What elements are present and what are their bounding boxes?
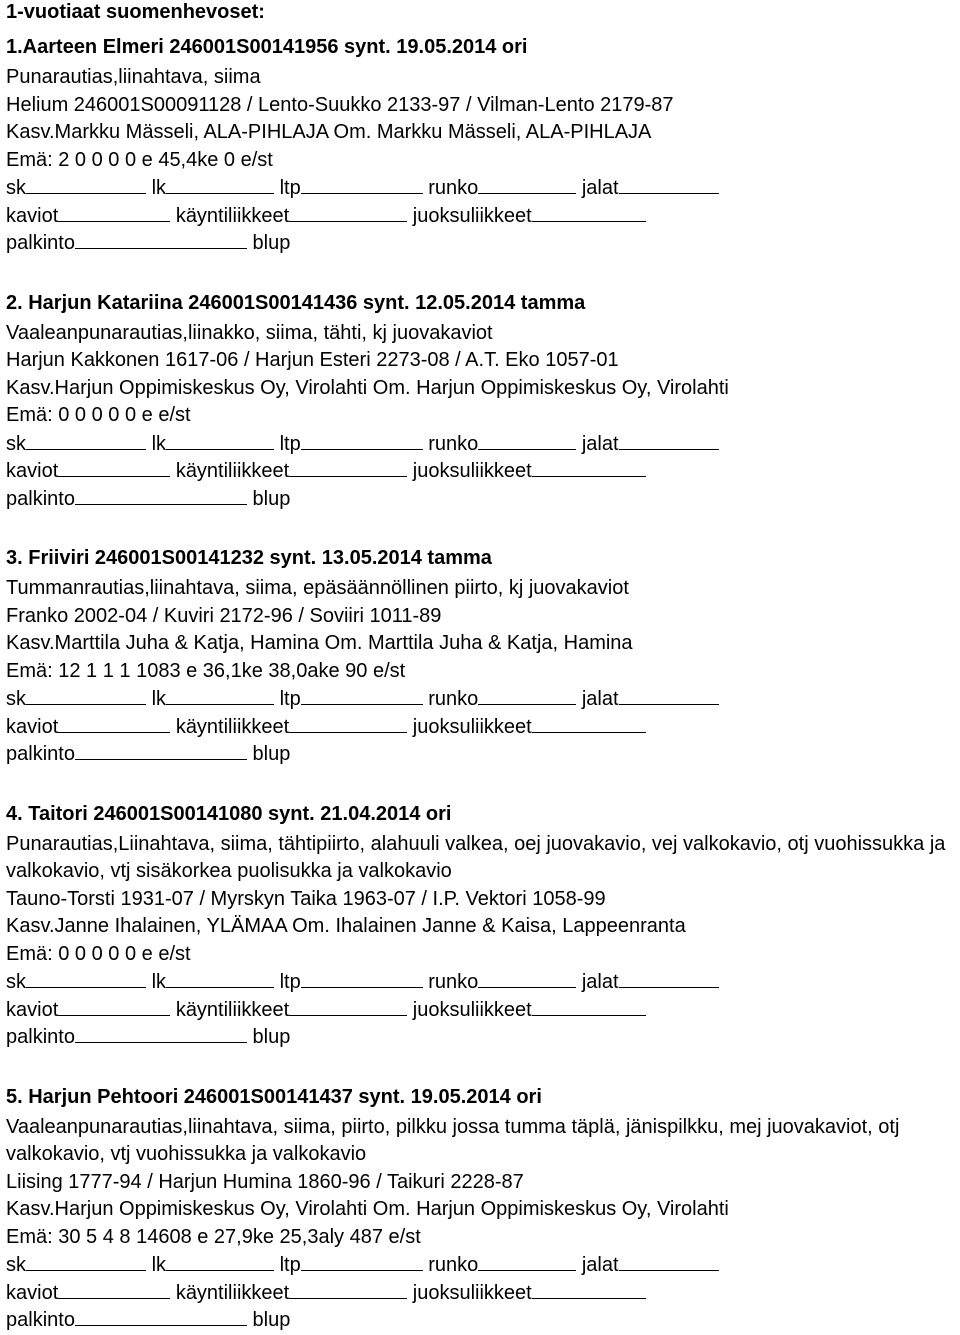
horse-entry — [6, 30, 956, 257]
blank-runko[interactable] — [478, 685, 576, 705]
label-juoksuliikkeet: juoksuliikkeet — [412, 1281, 532, 1304]
score-row-3 — [6, 1306, 956, 1334]
blank-lk[interactable] — [166, 1251, 274, 1271]
label-palkinto: palkinto — [6, 232, 75, 254]
document-title: 1-vuotiaat suomenhevoset: — [6, 1, 265, 23]
entry-dam: Emä: 0 0 0 0 0 e e/st — [6, 942, 191, 965]
blank-palkinto[interactable] — [75, 229, 247, 249]
entry-pedigree: Franko 2002-04 / Kuviri 2172-96 / Soviiri 1011-89 — [6, 604, 442, 627]
entry-heading: 1.Aarteen Elmeri 246001S00141956 synt. 19.05.2014 ori — [6, 36, 528, 58]
label-lk: lk — [151, 1254, 167, 1276]
label-blup: blup — [252, 232, 291, 254]
blank-palkinto[interactable] — [75, 740, 247, 760]
label-ltp: ltp — [279, 177, 301, 199]
entry-dam: Emä: 12 1 1 1 1083 e 36,1ke 38,0ake 90 e/st — [6, 659, 406, 682]
blank-sk[interactable] — [26, 968, 146, 988]
label-sk: sk — [6, 177, 26, 199]
blank-lk[interactable] — [166, 430, 274, 450]
label-runko: runko — [428, 688, 479, 710]
horse-entry — [6, 286, 956, 513]
label-runko: runko — [428, 971, 479, 993]
score-row-2 — [6, 1279, 956, 1307]
blank-juoksuliikkeet[interactable] — [532, 457, 646, 477]
blank-kayntiliikkeet[interactable] — [289, 457, 407, 477]
blank-runko[interactable] — [478, 968, 576, 988]
label-runko: runko — [428, 177, 479, 199]
blank-runko[interactable] — [478, 174, 576, 194]
label-lk: lk — [151, 971, 167, 993]
entry-description: Punarautias,Liinahtava, siima, tähtipiirto, alahuuli valkea, oej juovakavio, vej valkokavio, otj vuohissukka ja valkokavio, vtj sisäkorkea puolisukka ja valkokavio — [6, 832, 946, 882]
blank-kayntiliikkeet[interactable] — [289, 713, 407, 733]
label-juoksuliikkeet: juoksuliikkeet — [412, 204, 532, 227]
entry-pedigree: Liising 1777-94 / Harjun Humina 1860-96 / Taikuri 2228-87 — [6, 1170, 524, 1193]
label-kaviot: kaviot — [6, 998, 59, 1021]
blank-kayntiliikkeet[interactable] — [289, 202, 407, 222]
blank-kaviot[interactable] — [58, 996, 170, 1016]
entry-breeder-owner: Kasv.Janne Ihalainen, YLÄMAA Om. Ihalainen Janne & Kaisa, Lappeenranta — [6, 915, 686, 937]
label-blup: blup — [252, 1309, 291, 1331]
label-runko: runko — [428, 432, 479, 455]
label-juoksuliikkeet: juoksuliikkeet — [412, 998, 532, 1021]
score-row-2 — [6, 457, 956, 485]
blank-kaviot[interactable] — [58, 1279, 170, 1299]
entry-description: Tummanrautias,liinahtava, siima, epäsäännöllinen piirto, kj juovakaviot — [6, 577, 629, 599]
blank-jalat[interactable] — [619, 685, 719, 705]
score-row-1 — [6, 174, 956, 202]
blank-jalat[interactable] — [619, 174, 719, 194]
blank-kaviot[interactable] — [58, 457, 170, 477]
entries-list — [6, 30, 956, 1334]
blank-ltp[interactable] — [301, 1251, 423, 1271]
label-juoksuliikkeet: juoksuliikkeet — [412, 715, 532, 738]
label-palkinto: palkinto — [6, 743, 75, 765]
label-jalat: jalat — [581, 1254, 619, 1276]
blank-runko[interactable] — [478, 1251, 576, 1271]
entry-pedigree: Tauno-Torsti 1931-07 / Myrskyn Taika 1963-07 / I.P. Vektori 1058-99 — [6, 887, 606, 910]
blank-runko[interactable] — [478, 430, 576, 450]
entry-breeder-owner: Kasv.Harjun Oppimiskeskus Oy, Virolahti Om. Harjun Oppimiskeskus Oy, Virolahti — [6, 1198, 729, 1220]
score-row-1 — [6, 685, 956, 713]
blank-sk[interactable] — [26, 1251, 146, 1271]
entry-description: Vaaleanpunarautias,liinahtava, siima, piirto, pilkku jossa tumma täplä, jänispilkku, mej juovakaviot, otj valkokavio, vtj vuohissukka ja valkokavio — [6, 1115, 900, 1165]
entry-heading: 3. Friiviri 246001S00141232 synt. 13.05.2014 tamma — [6, 547, 492, 569]
horse-entry — [6, 541, 956, 768]
label-juoksuliikkeet: juoksuliikkeet — [412, 460, 532, 482]
label-blup: blup — [252, 1026, 291, 1048]
label-kayntiliikkeet: käyntiliikkeet — [175, 715, 290, 738]
blank-juoksuliikkeet[interactable] — [532, 713, 646, 733]
label-ltp: ltp — [279, 432, 301, 455]
label-runko: runko — [428, 1254, 479, 1276]
blank-ltp[interactable] — [301, 968, 423, 988]
label-blup: blup — [252, 487, 291, 510]
entry-breeder-owner: Kasv.Markku Mässeli, ALA-PIHLAJA Om. Markku Mässeli, ALA-PIHLAJA — [6, 121, 652, 143]
blank-sk[interactable] — [26, 430, 146, 450]
blank-palkinto[interactable] — [75, 485, 247, 505]
blank-palkinto[interactable] — [75, 1023, 247, 1043]
label-sk: sk — [6, 688, 26, 710]
score-row-3 — [6, 485, 956, 513]
blank-lk[interactable] — [166, 685, 274, 705]
label-kaviot: kaviot — [6, 1281, 59, 1304]
label-kayntiliikkeet: käyntiliikkeet — [175, 998, 290, 1021]
entry-heading: 2. Harjun Katariina 246001S00141436 synt. 12.05.2014 tamma — [6, 291, 586, 314]
entry-pedigree: Harjun Kakkonen 1617-06 / Harjun Esteri 2273-08 / A.T. Eko 1057-01 — [6, 349, 619, 371]
score-row-1 — [6, 1251, 956, 1279]
label-lk: lk — [151, 688, 167, 710]
blank-kaviot[interactable] — [58, 713, 170, 733]
label-kaviot: kaviot — [6, 715, 59, 738]
blank-kayntiliikkeet[interactable] — [289, 1279, 407, 1299]
entry-heading: 4. Taitori 246001S00141080 synt. 21.04.2014 ori — [6, 802, 452, 825]
entry-dam: Emä: 0 0 0 0 0 e e/st — [6, 404, 191, 426]
label-ltp: ltp — [279, 688, 301, 710]
label-ltp: ltp — [279, 1254, 301, 1276]
score-row-3 — [6, 229, 956, 257]
horse-entry — [6, 1080, 956, 1334]
entry-breeder-owner: Kasv.Harjun Oppimiskeskus Oy, Virolahti Om. Harjun Oppimiskeskus Oy, Virolahti — [6, 376, 729, 399]
score-row-2 — [6, 713, 956, 741]
label-kayntiliikkeet: käyntiliikkeet — [175, 1281, 290, 1304]
entry-heading: 5. Harjun Pehtoori 246001S00141437 synt. 19.05.2014 ori — [6, 1085, 542, 1108]
label-palkinto: palkinto — [6, 1309, 75, 1331]
blank-jalat[interactable] — [619, 968, 719, 988]
blank-kayntiliikkeet[interactable] — [289, 996, 407, 1016]
horse-entry — [6, 797, 956, 1051]
label-kaviot: kaviot — [6, 460, 59, 482]
blank-palkinto[interactable] — [75, 1306, 247, 1326]
blank-sk[interactable] — [26, 174, 146, 194]
label-ltp: ltp — [279, 971, 301, 993]
blank-ltp[interactable] — [301, 685, 423, 705]
label-sk: sk — [6, 432, 26, 455]
blank-ltp[interactable] — [301, 174, 423, 194]
entry-pedigree: Helium 246001S00091128 / Lento-Suukko 2133-97 / Vilman-Lento 2179-87 — [6, 93, 674, 116]
blank-ltp[interactable] — [301, 430, 423, 450]
label-sk: sk — [6, 1254, 26, 1276]
label-lk: lk — [151, 432, 167, 455]
blank-sk[interactable] — [26, 685, 146, 705]
blank-juoksuliikkeet[interactable] — [532, 202, 646, 222]
label-sk: sk — [6, 971, 26, 993]
entry-description: Punarautias,liinahtava, siima — [6, 66, 261, 88]
label-kaviot: kaviot — [6, 204, 59, 227]
blank-lk[interactable] — [166, 174, 274, 194]
label-jalat: jalat — [581, 971, 619, 993]
score-row-1 — [6, 430, 956, 458]
entry-dam: Emä: 2 0 0 0 0 e 45,4ke 0 e/st — [6, 148, 273, 171]
score-row-3 — [6, 740, 956, 768]
label-blup: blup — [252, 743, 291, 765]
blank-lk[interactable] — [166, 968, 274, 988]
score-row-1 — [6, 968, 956, 996]
label-jalat: jalat — [581, 688, 619, 710]
blank-jalat[interactable] — [619, 1251, 719, 1271]
blank-jalat[interactable] — [619, 430, 719, 450]
score-row-2 — [6, 996, 956, 1024]
score-row-2 — [6, 202, 956, 230]
entry-description: Vaaleanpunarautias,liinakko, siima, tähti, kj juovakaviot — [6, 321, 493, 344]
blank-kaviot[interactable] — [58, 202, 170, 222]
label-kayntiliikkeet: käyntiliikkeet — [175, 204, 290, 227]
label-kayntiliikkeet: käyntiliikkeet — [175, 460, 290, 482]
label-jalat: jalat — [581, 432, 619, 455]
document-page — [6, 0, 956, 1334]
blank-juoksuliikkeet[interactable] — [532, 1279, 646, 1299]
entry-dam: Emä: 30 5 4 8 14608 e 27,9ke 25,3aly 487 e/st — [6, 1225, 421, 1248]
label-palkinto: palkinto — [6, 1026, 75, 1048]
entry-breeder-owner: Kasv.Marttila Juha & Katja, Hamina Om. Marttila Juha & Katja, Hamina — [6, 632, 633, 654]
label-lk: lk — [151, 177, 167, 199]
score-row-3 — [6, 1023, 956, 1051]
blank-juoksuliikkeet[interactable] — [532, 996, 646, 1016]
label-palkinto: palkinto — [6, 487, 75, 510]
label-jalat: jalat — [581, 177, 619, 199]
